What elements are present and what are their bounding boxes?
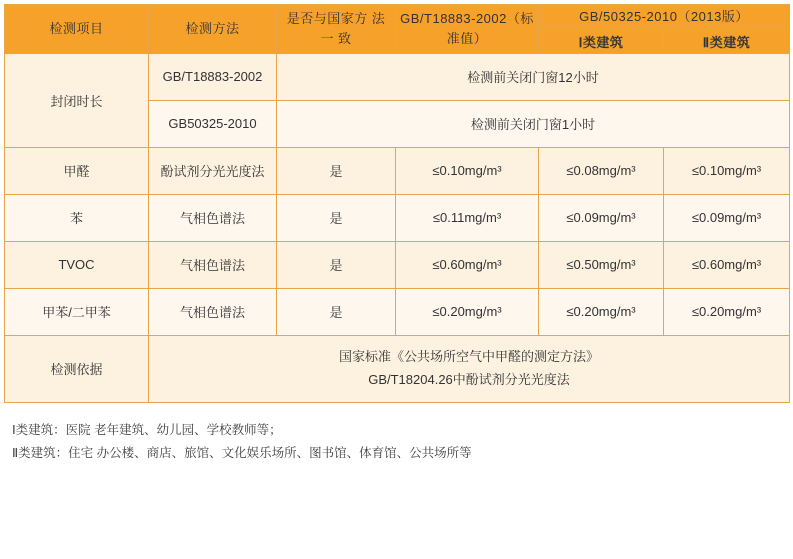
cell-seal-duration: 检测前关闭门窗12小时 [277,53,790,100]
table-row [5,241,790,288]
footnotes [12,419,789,467]
header-gb50325: GB/50325-2010（2013版） [539,5,790,30]
cell-method: GB/T18883-2002 [149,53,277,100]
footnote-type1: Ⅰ类建筑：医院 老年建筑、幼儿园、学校教师等； [12,422,282,437]
header-type1: Ⅰ类建筑 [539,29,664,53]
table-row [5,194,790,241]
table-header [5,5,790,54]
indoor-air-standard-table [4,4,790,403]
header-method: 检测方法 [149,5,277,54]
footnote-type2: Ⅱ类建筑：住宅 办公楼、商店、旅馆、文化娱乐场所、图书馆、体育馆、公共场所等 [12,446,472,461]
cell-type2: ≤0.10mg/m³ [664,147,790,194]
cell-type1: ≤0.50mg/m³ [539,241,664,288]
cell-item: TVOC [5,241,149,288]
cell-basis-text [149,335,790,402]
cell-type1: ≤0.08mg/m³ [539,147,664,194]
table-row [5,288,790,335]
table-row-basis [5,335,790,402]
cell-method: 酚试剂分光光度法 [149,147,277,194]
table-row [5,147,790,194]
header-consistent: 是否与国家方 法 一 致 [277,5,396,54]
basis-line-2: GB/T18204.26中酚试剂分光光度法 [368,371,570,387]
header-row-main [5,5,790,30]
cell-consistent: 是 [277,147,396,194]
cell-gbt18883: ≤0.11mg/m³ [396,194,539,241]
cell-item: 苯 [5,194,149,241]
cell-item: 甲苯/二甲苯 [5,288,149,335]
cell-gbt18883: ≤0.20mg/m³ [396,288,539,335]
cell-consistent: 是 [277,288,396,335]
cell-consistent: 是 [277,194,396,241]
cell-type1: ≤0.20mg/m³ [539,288,664,335]
table-body [5,53,790,402]
header-item: 检测项目 [5,5,149,54]
cell-type1: ≤0.09mg/m³ [539,194,664,241]
table-row [5,53,790,100]
cell-method: 气相色谱法 [149,288,277,335]
cell-type2: ≤0.09mg/m³ [664,194,790,241]
cell-consistent: 是 [277,241,396,288]
cell-seal-duration: 检测前关闭门窗1小时 [277,100,790,147]
header-type2: Ⅱ类建筑 [664,29,790,53]
cell-item-seal: 封闭时长 [5,53,149,147]
cell-gbt18883: ≤0.60mg/m³ [396,241,539,288]
cell-type2: ≤0.20mg/m³ [664,288,790,335]
header-gbt18883: GB/T18883-2002（标准值） [396,5,539,54]
cell-item: 甲醛 [5,147,149,194]
basis-line-1: 国家标准《公共场所空气中甲醛的测定方法》 [338,349,599,365]
cell-method: 气相色谱法 [149,241,277,288]
cell-item-basis: 检测依据 [5,335,149,402]
cell-method: 气相色谱法 [149,194,277,241]
cell-type2: ≤0.60mg/m³ [664,241,790,288]
cell-method: GB50325-2010 [149,100,277,147]
cell-gbt18883: ≤0.10mg/m³ [396,147,539,194]
